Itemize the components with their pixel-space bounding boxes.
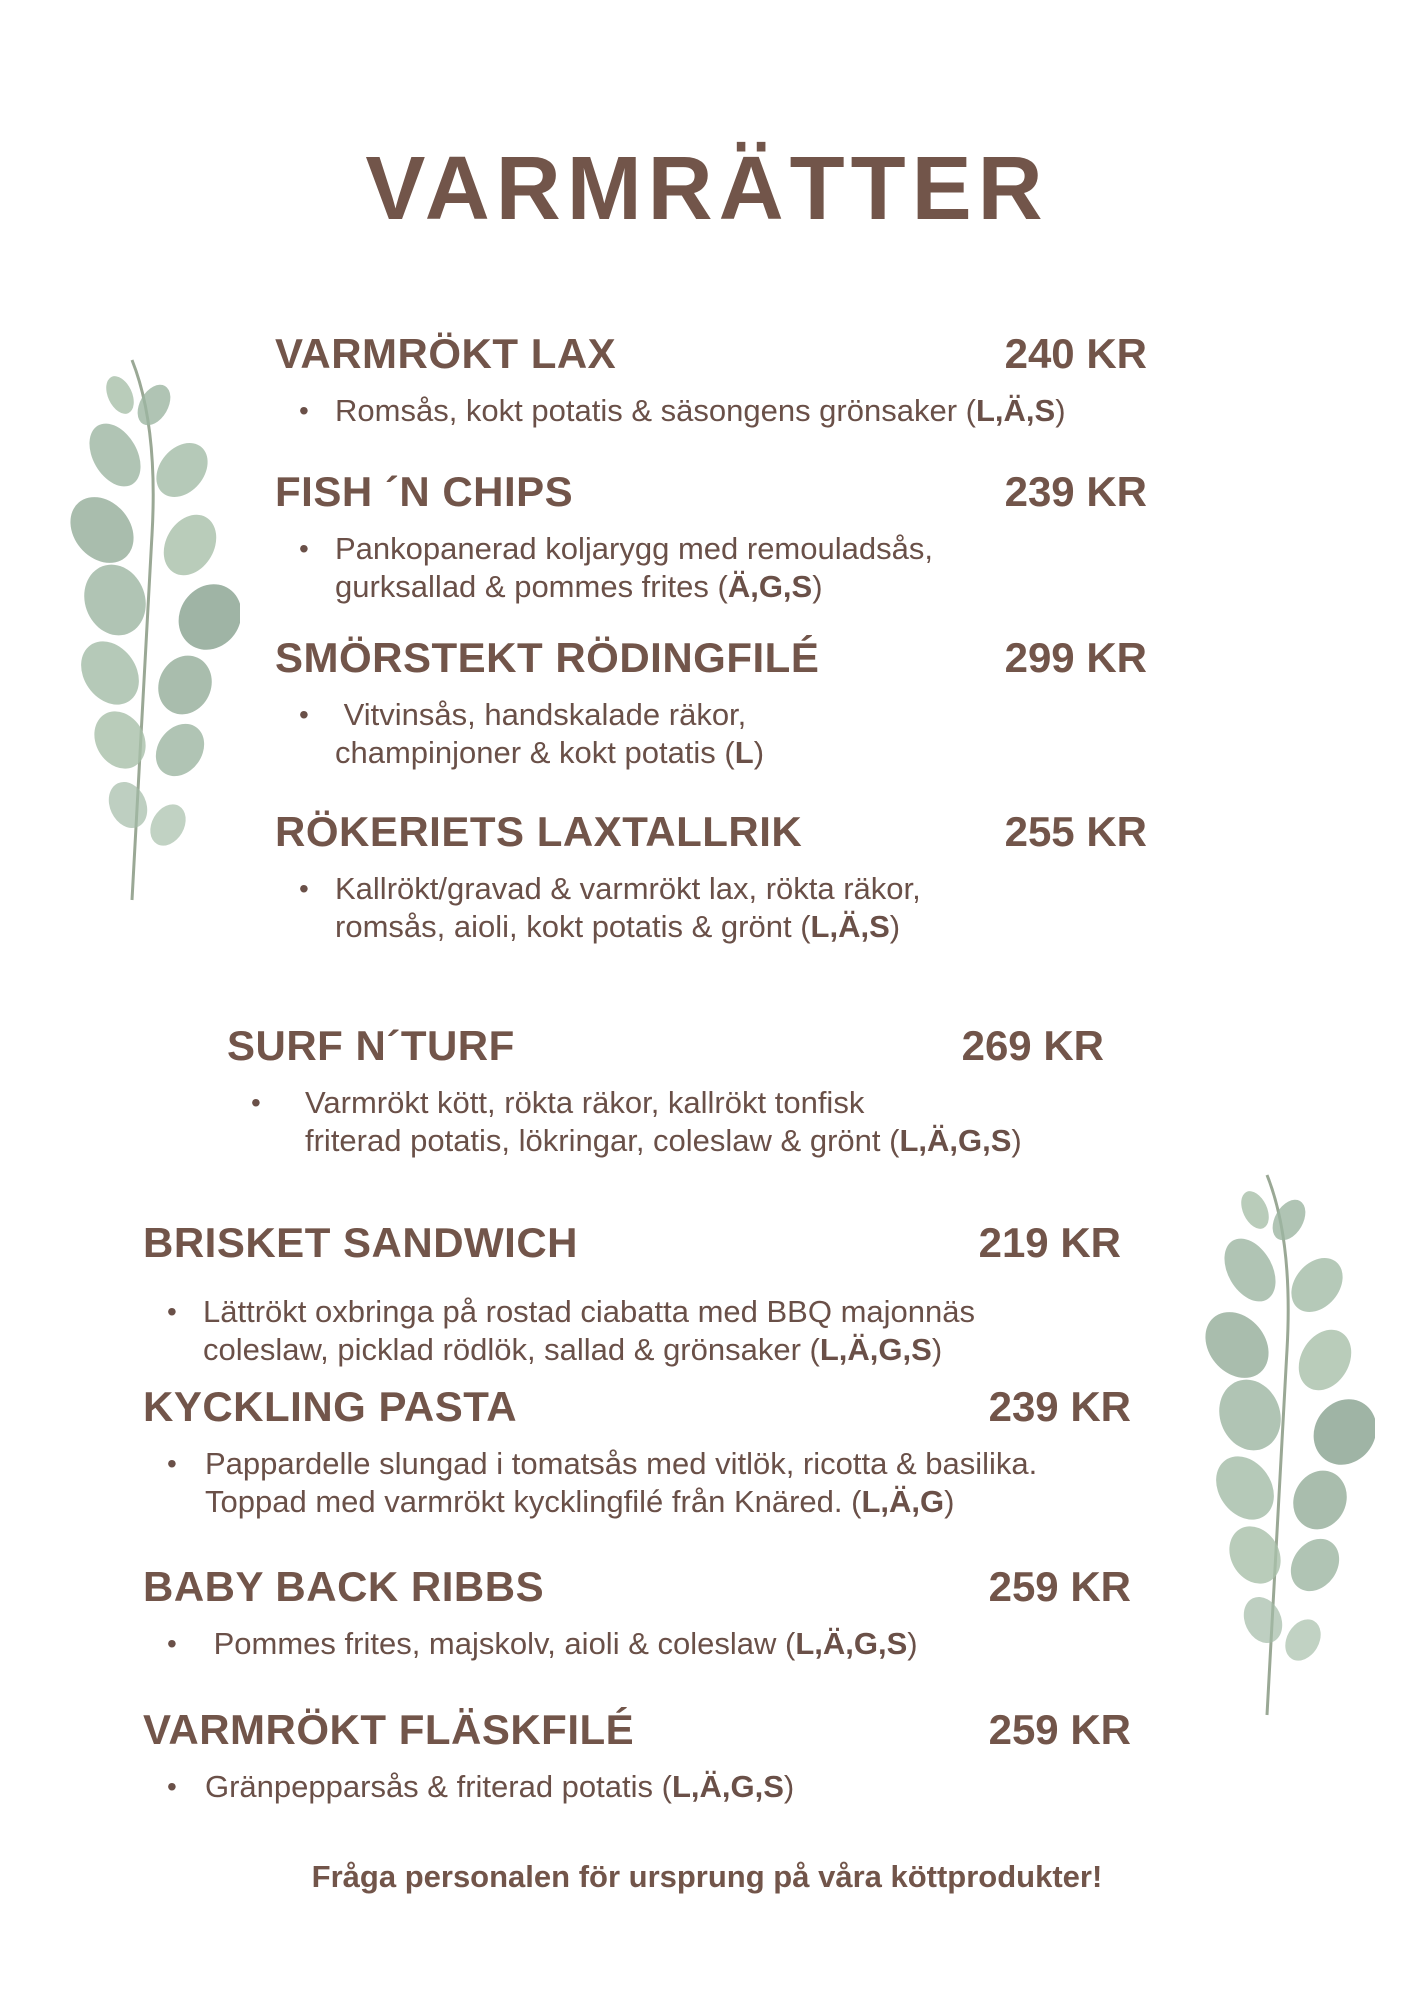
dish-name: SMÖRSTEKT RÖDINGFILÉ [275, 634, 820, 681]
dish-price: 239 KR [1004, 468, 1147, 515]
allergen-codes: L,Ä,G,S [819, 1332, 932, 1367]
allergen-codes: Ä,G,S [727, 569, 813, 604]
dish-description: friterad potatis, lökringar, coleslaw & grönt (L,Ä,G,S) [305, 1123, 1022, 1158]
dish-description: Toppad med varmrökt kycklingfilé från Knäred. (L,Ä,G) [205, 1484, 955, 1519]
dish-description: Kallrökt/gravad & varmrökt lax, rökta räkor, [335, 871, 921, 906]
dish-price: 269 KR [961, 1022, 1104, 1069]
dish-description: gurksallad & pommes frites (Ä,G,S) [335, 569, 823, 604]
bullet-point: • [167, 1771, 177, 1802]
dish-name: VARMRÖKT FLÄSKFILÉ [143, 1706, 635, 1753]
allergen-codes: L [734, 735, 754, 770]
dish-price: 240 KR [1004, 330, 1147, 377]
dish-price: 299 KR [1004, 634, 1147, 681]
dish-description: coleslaw, picklad rödlök, sallad & grönsaker (L,Ä,G,S) [203, 1332, 943, 1367]
dish-description: champinjoner & kokt potatis (L) [335, 735, 765, 770]
dish-price: 259 KR [988, 1563, 1131, 1610]
dish-description: Pankopanerad koljarygg med remouladsås, [335, 531, 933, 566]
allergen-codes: L,Ä,S [975, 393, 1056, 428]
bullet-point: • [167, 1448, 177, 1479]
allergen-codes: L,Ä,G,S [671, 1769, 784, 1804]
menu-item [275, 330, 1147, 430]
dish-description: Vitvinsås, handskalade räkor, [335, 697, 747, 732]
eucalyptus-branch-right [1205, 1170, 1375, 1730]
dish-name: KYCKLING PASTA [143, 1383, 518, 1430]
dish-description: Lättrökt oxbringa på rostad ciabatta med BBQ majonnäs [203, 1294, 975, 1329]
menu-item [275, 808, 1147, 946]
bullet-point: • [167, 1628, 177, 1659]
menu-item [143, 1706, 1131, 1806]
dish-description: Gränpepparsås & friterad potatis (L,Ä,G,S) [205, 1769, 795, 1804]
dish-description: romsås, aioli, kokt potatis & grönt (L,Ä,S) [335, 909, 901, 944]
dish-description: Varmrökt kött, rökta räkor, kallrökt tonfisk [305, 1085, 865, 1120]
menu-item [143, 1219, 1121, 1369]
bullet-point: • [251, 1087, 261, 1118]
dish-name: BABY BACK RIBBS [143, 1563, 545, 1610]
dish-price: 239 KR [988, 1383, 1131, 1430]
dish-price: 259 KR [988, 1706, 1131, 1753]
bullet-point: • [167, 1296, 177, 1327]
menu-item [227, 1022, 1104, 1160]
page-title: VARMRÄTTER [365, 139, 1049, 239]
dish-description: Pommes frites, majskolv, aioli & coleslaw (L,Ä,G,S) [205, 1626, 918, 1661]
menu-item [143, 1383, 1131, 1521]
dish-price: 255 KR [1004, 808, 1147, 855]
allergen-codes: L,Ä,S [810, 909, 890, 944]
dish-name: FISH ´N CHIPS [275, 468, 574, 515]
allergen-codes: L,Ä,G [861, 1484, 945, 1519]
dish-price: 219 KR [978, 1219, 1121, 1266]
eucalyptus-branch-left [70, 355, 240, 915]
dish-description: Romsås, kokt potatis & säsongens grönsaker (L,Ä,S) [335, 393, 1066, 428]
menu-item [275, 634, 1147, 772]
bullet-point: • [299, 699, 309, 730]
allergen-codes: L,Ä,G,S [899, 1123, 1012, 1158]
dish-description: Pappardelle slungad i tomatsås med vitlök, ricotta & basilika. [205, 1446, 1038, 1481]
bullet-point: • [299, 873, 309, 904]
allergen-codes: L,Ä,G,S [795, 1626, 908, 1661]
dish-name: SURF N´TURF [227, 1022, 515, 1069]
bullet-point: • [299, 533, 309, 564]
menu-item [143, 1563, 1131, 1663]
bullet-point: • [299, 395, 309, 426]
dish-name: VARMRÖKT LAX [275, 330, 617, 377]
footer-note: Fråga personalen för ursprung på våra köttprodukter! [311, 1859, 1103, 1894]
dish-name: BRISKET SANDWICH [143, 1219, 578, 1266]
dish-name: RÖKERIETS LAXTALLRIK [275, 808, 803, 855]
menu-item [275, 468, 1147, 606]
